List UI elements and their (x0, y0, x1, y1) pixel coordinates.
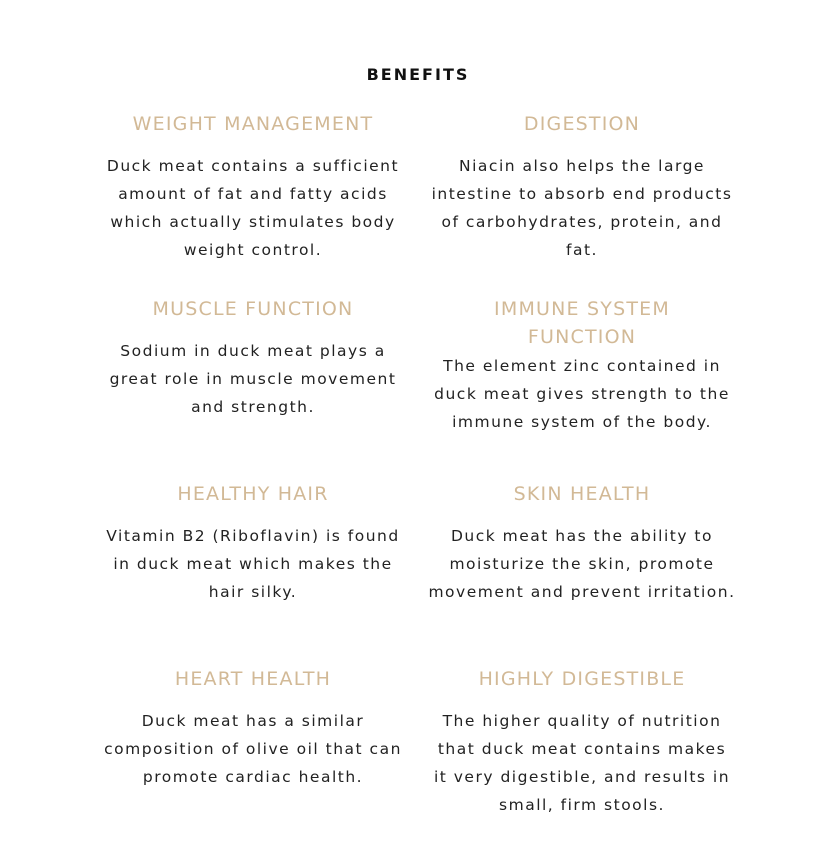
benefit-highly-digestible (428, 665, 736, 819)
benefit-description: The element zinc contained in duck meat gives strength to the immune system of the body. (434, 357, 730, 431)
benefit-description: Sodium in duck meat plays a great role in muscle movement and strength. (109, 342, 397, 416)
benefit-title: WEIGHT MANAGEMENT (132, 113, 374, 135)
benefit-title: HIGHLY DIGESTIBLE (478, 668, 686, 690)
section-title: BENEFITS (366, 65, 470, 84)
benefit-description: Vitamin B2 (Riboflavin) is found in duck meat which makes the hair silky. (106, 527, 400, 601)
benefit-description: Niacin also helps the large intestine to absorb end products of carbohydrates, protein, and fat. (431, 157, 733, 259)
benefit-skin-health (428, 480, 736, 606)
benefit-title: HEART HEALTH (174, 668, 332, 690)
benefit-weight-management (98, 110, 408, 264)
benefit-description: The higher quality of nutrition that duck meat contains makes it very digestible, and results in small, firm stools. (433, 712, 731, 814)
benefit-title: MUSCLE FUNCTION (152, 298, 354, 320)
benefit-immune-system-function-body (428, 352, 736, 436)
benefit-title: IMMUNE SYSTEM FUNCTION (494, 298, 670, 348)
benefit-healthy-hair (98, 480, 408, 606)
benefit-description: Duck meat contains a sufficient amount of fat and fatty acids which actually stimulates body weight control. (106, 157, 400, 259)
benefit-description: Duck meat has the ability to moisturize the skin, promote movement and prevent irritation. (428, 527, 736, 601)
benefit-title: DIGESTION (523, 113, 641, 135)
benefit-title: SKIN HEALTH (513, 483, 651, 505)
benefit-digestion (428, 110, 736, 264)
benefit-description: Duck meat has a similar composition of olive oil that can promote cardiac health. (104, 712, 402, 786)
benefit-title: HEALTHY HAIR (177, 483, 329, 505)
benefit-immune-system-function (470, 295, 694, 351)
benefit-heart-health (98, 665, 408, 791)
benefit-muscle-function (98, 295, 408, 421)
